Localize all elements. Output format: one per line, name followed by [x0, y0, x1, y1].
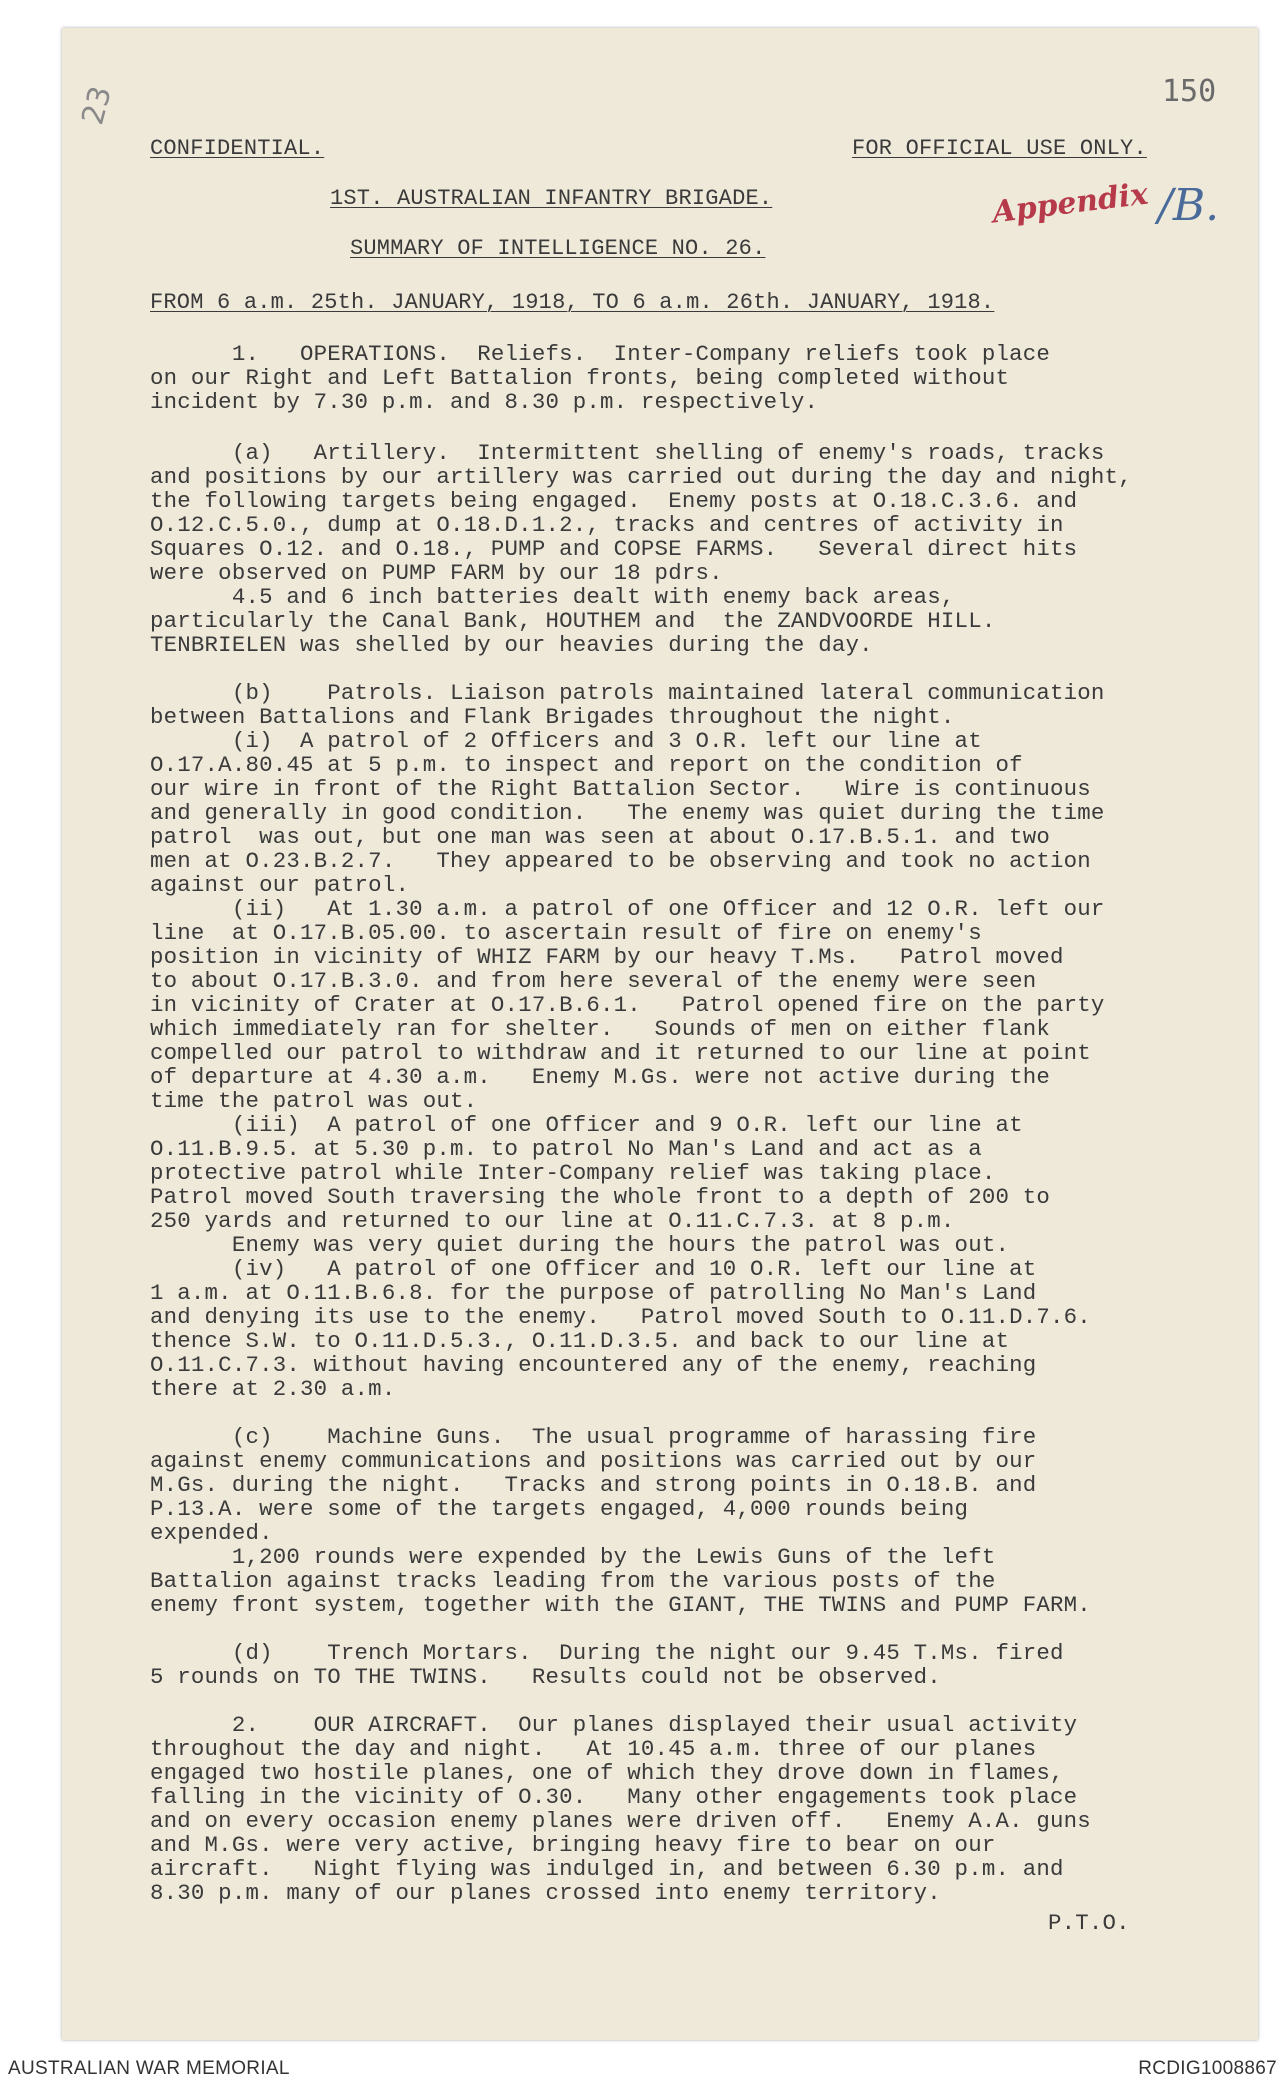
body-line-10: were observed on PUMP FARM by our 18 pdrs. [150, 560, 723, 586]
body-line-32: time the patrol was out. [150, 1088, 478, 1114]
body-line-21: patrol was out, but one man was seen at about O.17.B.5.1. and two [150, 824, 1051, 850]
body-line-17: (i) A patrol of 2 Officers and 3 O.R. left our line at [150, 728, 982, 754]
body-line-23: against our patrol. [150, 872, 410, 898]
body-line-51: 1,200 rounds were expended by the Lewis Guns of the left [150, 1544, 996, 1570]
body-line-53: enemy front system, together with the GIANT, THE TWINS and PUMP FARM. [150, 1592, 1091, 1618]
body-line-48: M.Gs. during the night. Tracks and strong points in O.18.B. and [150, 1472, 1037, 1498]
body-line-25: line at O.17.B.05.00. to ascertain result of fire on enemy's [150, 920, 982, 946]
body-line-35: protective patrol while Inter-Company relief was taking place. [150, 1160, 996, 1186]
body-line-27: to about O.17.B.3.0. and from here several of the enemy were seen [150, 968, 1037, 994]
body-line-37: 250 yards and returned to our line at O.11.C.7.3. at 8 p.m. [150, 1208, 955, 1234]
body-line-55: (d) Trench Mortars. During the night our 9.45 T.Ms. fired [150, 1640, 1064, 1666]
body-line-8: O.12.C.5.0., dump at O.18.D.1.2., tracks and centres of activity in [150, 512, 1064, 538]
appendix-mark: /B. [1158, 180, 1220, 231]
summary-title: SUMMARY OF INTELLIGENCE NO. 26. [350, 236, 766, 261]
body-line-61: falling in the vicinity of O.30. Many other engagements took place [150, 1784, 1078, 1810]
body-line-9: Squares O.12. and O.18., PUMP and COPSE FARMS. Several direct hits [150, 536, 1078, 562]
body-line-24: (ii) At 1.30 a.m. a patrol of one Officer and 12 O.R. left our [150, 896, 1105, 922]
body-line-1: 1. OPERATIONS. Reliefs. Inter-Company reliefs took place [150, 341, 1051, 367]
body-line-33: (iii) A patrol of one Officer and 9 O.R. left our line at [150, 1112, 1023, 1138]
body-line-15: (b) Patrols. Liaison patrols maintained lateral communication [150, 680, 1105, 706]
brigade-title: 1ST. AUSTRALIAN INFANTRY BRIGADE. [330, 186, 773, 211]
body-line-58: 2. OUR AIRCRAFT. Our planes displayed their usual activity [150, 1712, 1078, 1738]
body-line-40: 1 a.m. at O.11.B.6.8. for the purpose of patrolling No Man's Land [150, 1280, 1037, 1306]
body-line-38: Enemy was very quiet during the hours the patrol was out. [150, 1232, 1010, 1258]
header-confidential: CONFIDENTIAL. [150, 136, 325, 161]
body-line-42: thence S.W. to O.11.D.5.3., O.11.D.3.5. and back to our line at [150, 1328, 1010, 1354]
body-line-39: (iv) A patrol of one Officer and 10 O.R. left our line at [150, 1256, 1037, 1282]
body-line-6: and positions by our artillery was carried out during the day and night, [150, 464, 1132, 490]
signature: P.T.O. [1048, 1910, 1130, 1936]
body-line-50: expended. [150, 1520, 273, 1546]
body-line-11: 4.5 and 6 inch batteries dealt with enemy back areas, [150, 584, 955, 610]
body-line-31: of departure at 4.30 a.m. Enemy M.Gs. were not active during the [150, 1064, 1051, 1090]
body-line-63: and M.Gs. were very active, bringing heavy fire to bear on our [150, 1832, 996, 1858]
body-line-29: which immediately ran for shelter. Sounds of men on either flank [150, 1016, 1051, 1042]
appendix-annotation: Appendix [990, 176, 1150, 231]
body-line-65: 8.30 p.m. many of our planes crossed into enemy territory. [150, 1880, 941, 1906]
footer-archive: AUSTRALIAN WAR MEMORIAL [8, 2058, 290, 2079]
body-line-30: compelled our patrol to withdraw and it returned to our line at point [150, 1040, 1091, 1066]
body-line-3: incident by 7.30 p.m. and 8.30 p.m. respectively. [150, 389, 819, 415]
body-line-13: TENBRIELEN was shelled by our heavies during the day. [150, 632, 873, 658]
body-line-49: P.13.A. were some of the targets engaged, 4,000 rounds being [150, 1496, 969, 1522]
body-line-52: Battalion against tracks leading from the various posts of the [150, 1568, 996, 1594]
body-line-41: and denying its use to the enemy. Patrol moved South to O.11.D.7.6. [150, 1304, 1091, 1330]
body-line-44: there at 2.30 a.m. [150, 1376, 396, 1402]
body-line-18: O.17.A.80.45 at 5 p.m. to inspect and report on the condition of [150, 752, 1023, 778]
body-line-62: and on every occasion enemy planes were driven off. Enemy A.A. guns [150, 1808, 1091, 1834]
body-line-16: between Battalions and Flank Brigades throughout the night. [150, 704, 955, 730]
body-line-64: aircraft. Night flying was indulged in, and between 6.30 p.m. and [150, 1856, 1064, 1882]
header-official-use: FOR OFFICIAL USE ONLY. [852, 136, 1147, 161]
body-line-56: 5 rounds on TO THE TWINS. Results could not be observed. [150, 1664, 941, 1690]
body-line-43: O.11.C.7.3. without having encountered any of the enemy, reaching [150, 1352, 1037, 1378]
body-line-12: particularly the Canal Bank, HOUTHEM and the ZANDVOORDE HILL. [150, 608, 996, 634]
page-number: 150 [1162, 74, 1217, 109]
body-line-22: men at O.23.B.2.7. They appeared to be observing and took no action [150, 848, 1091, 874]
footer-reference: RCDIG1008867 [1138, 2058, 1277, 2079]
body-line-7: the following targets being engaged. Enemy posts at O.18.C.3.6. and [150, 488, 1078, 514]
body-line-5: (a) Artillery. Intermittent shelling of enemy's roads, tracks [150, 440, 1105, 466]
body-line-28: in vicinity of Crater at O.17.B.6.1. Patrol opened fire on the party [150, 992, 1105, 1018]
body-line-2: on our Right and Left Battalion fronts, being completed without [150, 365, 1010, 391]
report-period: FROM 6 a.m. 25th. JANUARY, 1918, TO 6 a.m. 26th. JANUARY, 1918. [150, 290, 995, 315]
body-line-19: our wire in front of the Right Battalion Sector. Wire is continuous [150, 776, 1091, 802]
body-line-20: and generally in good condition. The enemy was quiet during the time [150, 800, 1105, 826]
body-line-60: engaged two hostile planes, one of which they drove down in flames, [150, 1760, 1064, 1786]
body-line-59: throughout the day and night. At 10.45 a.m. three of our planes [150, 1736, 1037, 1762]
body-line-46: (c) Machine Guns. The usual programme of harassing fire [150, 1424, 1037, 1450]
body-line-47: against enemy communications and positions was carried out by our [150, 1448, 1037, 1474]
body-line-34: O.11.B.9.5. at 5.30 p.m. to patrol No Man's Land and act as a [150, 1136, 982, 1162]
pencil-note: 23 [75, 82, 119, 129]
body-line-36: Patrol moved South traversing the whole front to a depth of 200 to [150, 1184, 1051, 1210]
body-line-26: position in vicinity of WHIZ FARM by our heavy T.Ms. Patrol moved [150, 944, 1064, 970]
